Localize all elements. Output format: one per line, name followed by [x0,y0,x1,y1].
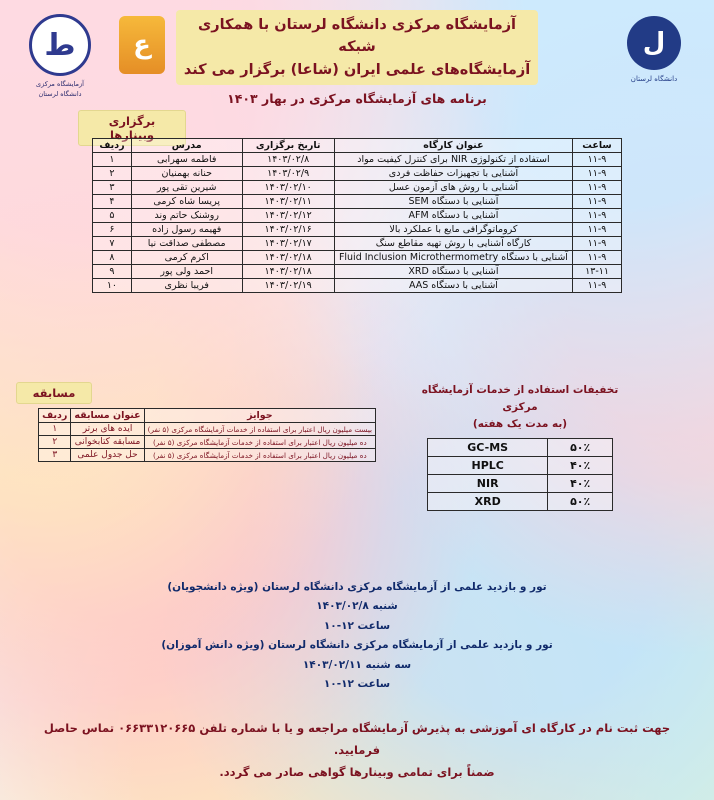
table-row [39,449,376,462]
discount-percent: ۴۰٪ [548,457,613,475]
poster-title-block [176,10,538,106]
webinar-lecturer: اکرم کرمی [131,251,242,265]
footer-contact [37,718,677,784]
footer-line-2: ضمناً برای تمامی وبینارها گواهی صادر می گردد. [219,765,495,780]
webinar-title: آشنایی با دستگاه SEM [334,195,572,209]
competition-title: حل جدول علمی [71,449,144,462]
tour-line-3: ساعت ۱۲-۱۰ [323,619,391,632]
footer-line-1: جهت ثبت نام در کارگاه ای آموزشی به پذیرش آزمایشگاه مراجعه و یا با شماره تلفن ۰۶۶۳۳۱۲۰۶۶۵ تماس حاصل فرمایید. [43,721,671,758]
webinar-lecturer: فریبا نظری [131,279,242,293]
central-lab-logo-caption-line1: آزمایشگاه مرکزی [36,80,84,88]
table-row [39,436,376,449]
webinars-table-header-row [93,139,622,153]
webinar-index: ۱۰ [93,279,132,293]
webinar-index: ۴ [93,195,132,209]
webinar-lecturer: احمد ولی پور [131,265,242,279]
webinar-time: ۱۱-۹ [573,209,622,223]
webinar-title: کروماتوگرافی مایع با عملکرد بالا [334,223,572,237]
table-row [93,265,622,279]
discount-title [404,382,636,432]
webinar-title: آشنایی با تجهیزات حفاظت فردی [334,167,572,181]
table-row [93,153,622,167]
webinar-date: ۱۴۰۳/۰۲/۱۸ [242,265,334,279]
competition-col-row: ردیف [39,409,71,423]
webinar-time: ۱۱-۹ [573,167,622,181]
page-subtitle: برنامه های آزمایشگاه مرکزی در بهار ۱۴۰۳ [227,91,487,107]
table-row [93,237,622,251]
table-row [428,457,613,475]
webinar-lecturer: حنانه بهمنیان [131,167,242,181]
table-row [428,439,613,457]
university-logo [606,16,702,100]
webinar-date: ۱۴۰۳/۰۲/۱۷ [242,237,334,251]
discount-service: GC-MS [428,439,548,457]
central-lab-logo-icon: ط [29,14,91,76]
competition-section-badge: مسابقه [16,382,92,404]
central-lab-logo-caption [12,80,108,100]
webinar-time: ۱۱-۹ [573,181,622,195]
discount-percent: ۴۰٪ [548,475,613,493]
competition-title: ایده های برتر [71,423,144,436]
webinar-time: ۱۱-۹ [573,223,622,237]
discount-title-line2: (به مدت یک هفته) [472,417,568,430]
webinars-col-title: عنوان کارگاه [334,139,572,153]
table-row [39,423,376,436]
webinar-index: ۷ [93,237,132,251]
competition-prize: ده میلیون ریال اعتبار برای استفاده از خدمات آزمایشگاه مرکزی (۵ نفر) [144,436,375,449]
webinar-title: استفاده از تکنولوژی NIR برای کنترل کیفیت مواد [334,153,572,167]
discount-percent: ۵۰٪ [548,439,613,457]
tour-line-1: تور و بازدید علمی از آزمایشگاه مرکزی دانشگاه لرستان (ویژه دانشجویان) [167,581,547,593]
discount-service: XRD [428,493,548,511]
competition-table-header-row [39,409,376,423]
webinar-lecturer: روشنک حاتم وند [131,209,242,223]
tour-line-2: شنبه ۱۴۰۳/۰۲/۸ [316,600,398,613]
page-title [176,10,538,85]
webinars-col-row: ردیف [93,139,132,153]
table-row [428,493,613,511]
tour-line-6: ساعت ۱۲-۱۰ [323,678,391,691]
webinar-index: ۳ [93,181,132,195]
webinar-title: آشنایی با دستگاه AFM [334,209,572,223]
tour-line-5: سه شنبه ۱۴۰۳/۰۲/۱۱ [302,658,412,671]
webinar-lecturer: پریسا شاه کرمی [131,195,242,209]
central-lab-logo-caption-line2: دانشگاه لرستان [38,89,82,98]
webinar-lecturer: مصطفی صداقت نیا [131,237,242,251]
competition-col-title: عنوان مسابقه [71,409,144,423]
competition-index: ۲ [39,436,71,449]
webinar-title: آشنایی با دستگاه AAS [334,279,572,293]
webinar-index: ۶ [93,223,132,237]
webinars-col-time: ساعت [573,139,622,153]
webinar-time: ۱۱-۹ [573,251,622,265]
webinar-date: ۱۴۰۳/۰۲/۱۲ [242,209,334,223]
discount-title-line1: تخفیفات استفاده از خدمات آزمایشگاه مرکزی [421,384,619,413]
tour-section [122,578,592,695]
webinar-date: ۱۴۰۳/۰۲/۸ [242,153,334,167]
table-row [93,223,622,237]
webinar-title: کارگاه آشنایی با روش تهیه مقاطع سنگ [334,237,572,251]
poster-header [0,0,714,110]
webinar-date: ۱۴۰۳/۰۲/۱۶ [242,223,334,237]
competition-index: ۳ [39,449,71,462]
webinar-index: ۹ [93,265,132,279]
webinar-lecturer: شیرین تقی پور [131,181,242,195]
webinar-index: ۸ [93,251,132,265]
tour-line-4: تور و بازدید علمی از آزمایشگاه مرکزی دانشگاه لرستان (ویژه دانش آموزان) [161,639,553,652]
competition-table [38,408,376,462]
webinar-lecturer: فاطمه سهرابی [131,153,242,167]
webinar-title: آشنایی با دستگاه Fluid Inclusion Microthermometry [334,251,572,265]
table-row [93,279,622,293]
webinar-date: ۱۴۰۳/۰۲/۹ [242,167,334,181]
webinar-index: ۵ [93,209,132,223]
competition-index: ۱ [39,423,71,436]
page-title-line2: آزمایشگاه‌های علمی ایران (شاعا) برگزار می کند [183,61,531,78]
discount-percent: ۵۰٪ [548,493,613,511]
webinars-section-badge: برگزاری وبینارها [78,110,186,146]
webinar-time: ۱۱-۹ [573,279,622,293]
webinars-table [92,138,622,293]
discount-table [427,438,613,511]
discount-section [404,382,636,511]
university-logo-icon: ل [627,16,681,70]
central-lab-logo [12,14,108,98]
discount-service: HPLC [428,457,548,475]
university-logo-caption: دانشگاه لرستان [630,75,678,83]
webinar-title: آشنایی با دستگاه XRD [334,265,572,279]
webinar-index: ۲ [93,167,132,181]
webinar-lecturer: فهیمه رسول زاده [131,223,242,237]
table-row [93,167,622,181]
table-row [93,195,622,209]
webinar-time: ۱۱-۹ [573,153,622,167]
flask-icon: ع [119,16,165,74]
table-row [93,181,622,195]
table-row [93,251,622,265]
webinar-time: ۱۳-۱۱ [573,265,622,279]
webinar-date: ۱۴۰۳/۰۲/۱۱ [242,195,334,209]
webinar-date: ۱۴۰۳/۰۲/۱۰ [242,181,334,195]
discount-service: NIR [428,475,548,493]
webinar-time: ۱۱-۹ [573,237,622,251]
competition-title: مسابقه کتابخوانی [71,436,144,449]
webinars-col-lecturer: مدرس [131,139,242,153]
webinar-title: آشنایی با روش های آزمون عسل [334,181,572,195]
webinar-date: ۱۴۰۳/۰۲/۱۹ [242,279,334,293]
table-row [428,475,613,493]
webinar-index: ۱ [93,153,132,167]
webinar-time: ۱۱-۹ [573,195,622,209]
webinar-date: ۱۴۰۳/۰۲/۱۸ [242,251,334,265]
competition-prize: بیست میلیون ریال اعتبار برای استفاده از خدمات آزمایشگاه مرکزی (۵ نفر) [144,423,375,436]
table-row [93,209,622,223]
competition-col-prize: جوایز [144,409,375,423]
page-title-line1: آزمایشگاه مرکزی دانشگاه لرستان با همکاری شبکه [197,17,517,56]
shaaa-network-logo [112,16,172,86]
webinars-col-date: تاریخ برگزاری [242,139,334,153]
competition-prize: ده میلیون ریال اعتبار برای استفاده از خدمات آزمایشگاه مرکزی (۵ نفر) [144,449,375,462]
